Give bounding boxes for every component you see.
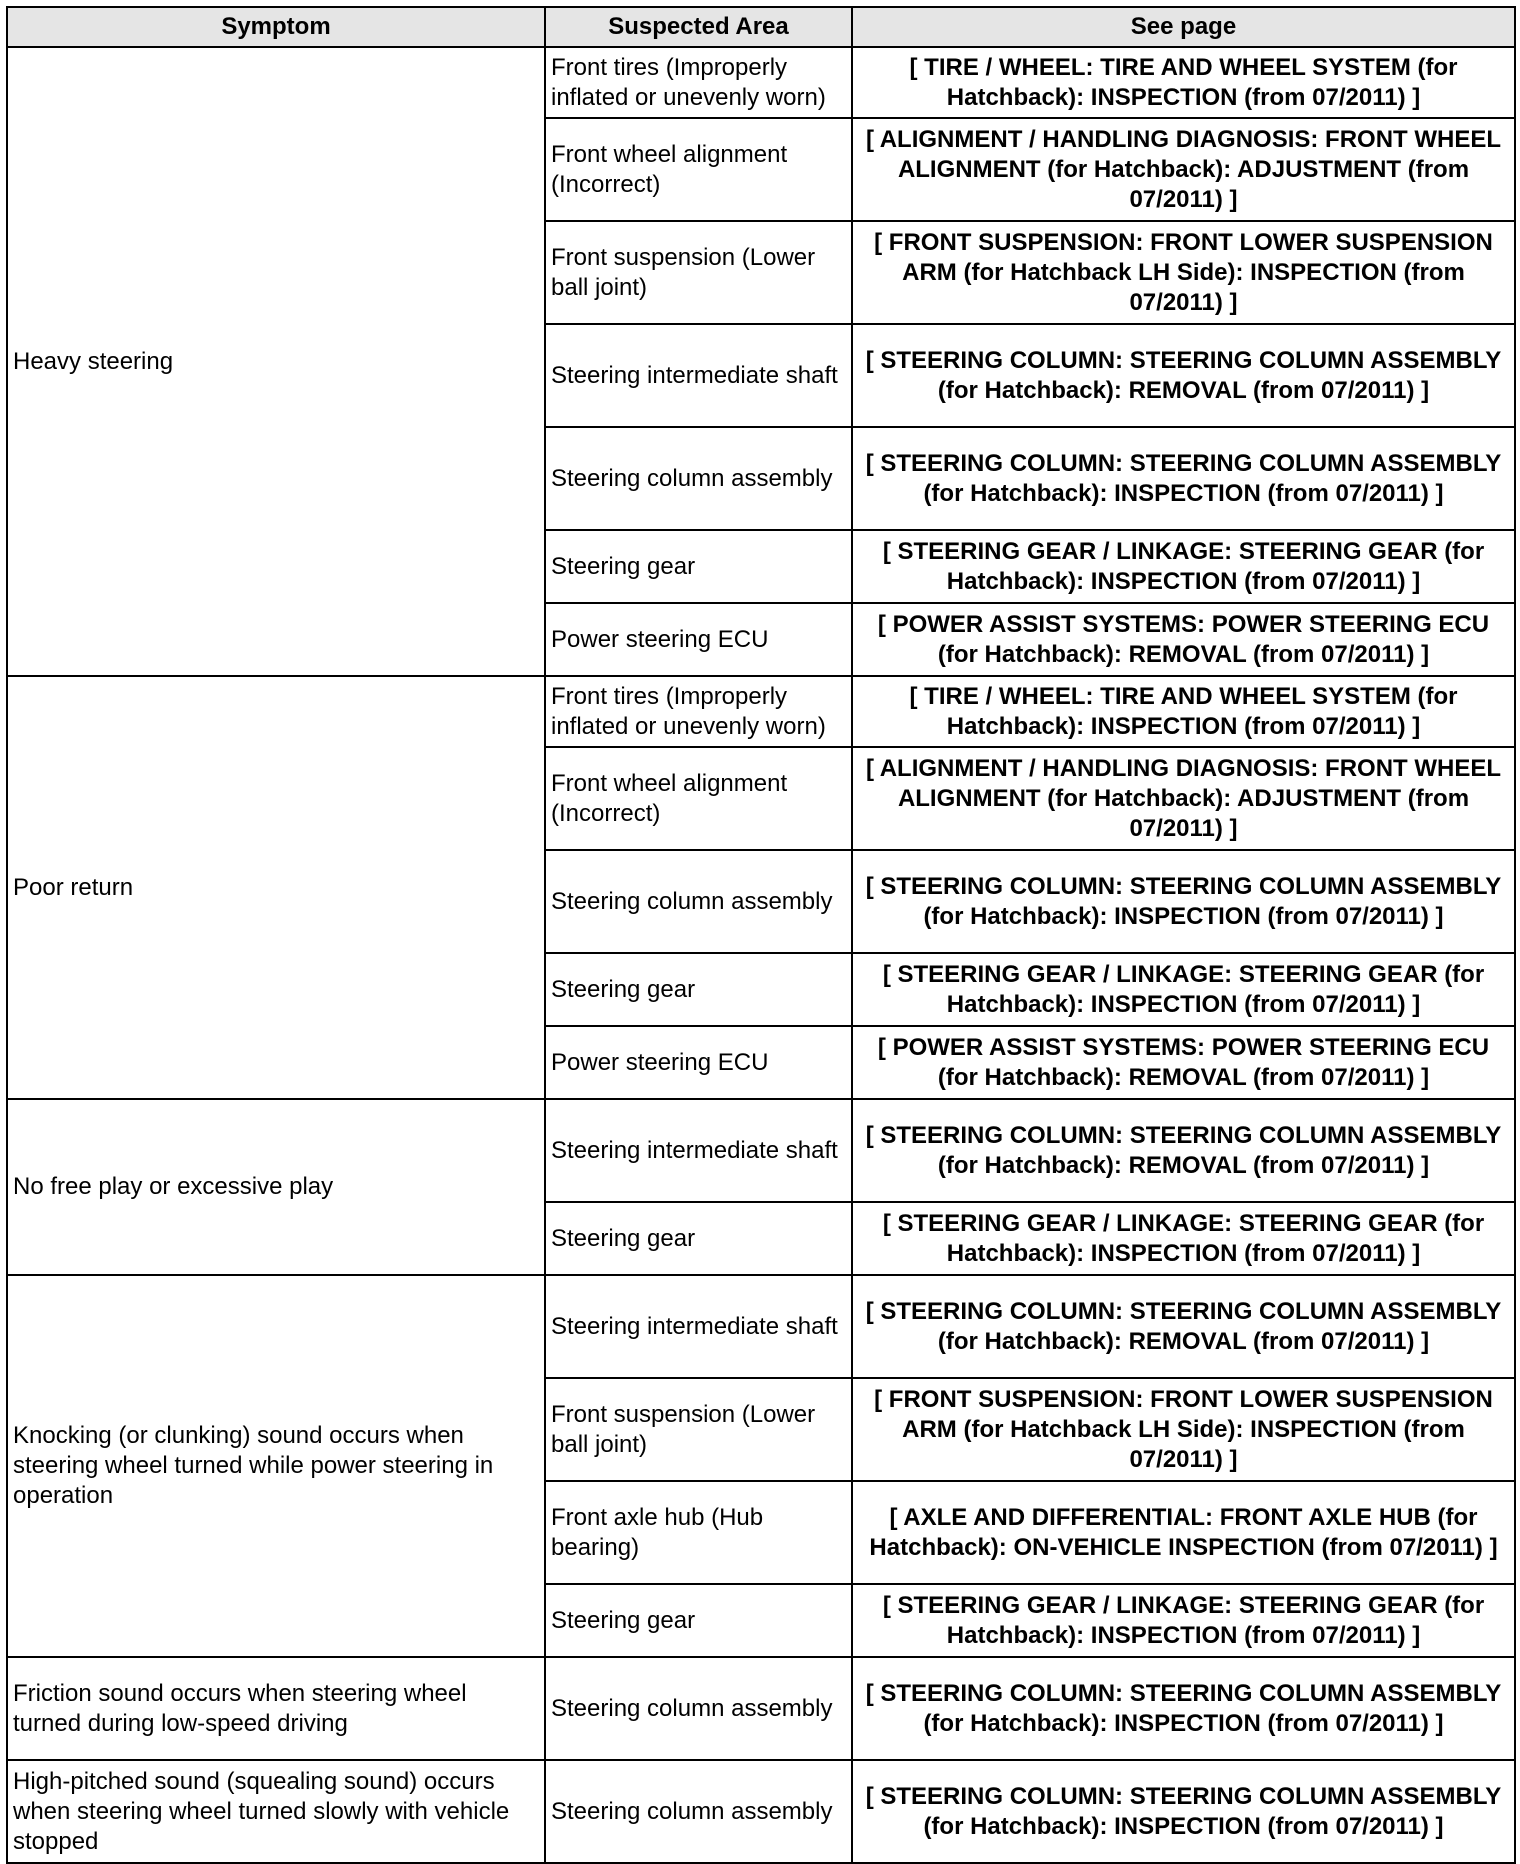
suspected-area-cell: Steering gear xyxy=(545,1584,852,1657)
suspected-area-cell: Front suspension (Lower ball joint) xyxy=(545,221,852,324)
suspected-area-cell: Front tires (Improperly inflated or unevenly worn) xyxy=(545,47,852,118)
see-page-link[interactable]: [ STEERING GEAR / LINKAGE: STEERING GEAR (for Hatchback): INSPECTION (from 07/2011) ] xyxy=(852,530,1515,603)
see-page-link[interactable]: [ STEERING COLUMN: STEERING COLUMN ASSEMBLY (for Hatchback): INSPECTION (from 07/2011) ] xyxy=(852,850,1515,953)
suspected-area-cell: Steering intermediate shaft xyxy=(545,1275,852,1378)
suspected-area-cell: Steering column assembly xyxy=(545,427,852,530)
symptom-cell: Heavy steering xyxy=(7,47,545,676)
table-row xyxy=(7,47,1515,118)
suspected-area-cell: Power steering ECU xyxy=(545,603,852,676)
symptom-cell: Poor return xyxy=(7,676,545,1099)
suspected-area-cell: Steering intermediate shaft xyxy=(545,324,852,427)
suspected-area-cell: Steering column assembly xyxy=(545,850,852,953)
suspected-area-cell: Steering intermediate shaft xyxy=(545,1099,852,1202)
table-row xyxy=(7,676,1515,747)
see-page-link[interactable]: [ STEERING GEAR / LINKAGE: STEERING GEAR (for Hatchback): INSPECTION (from 07/2011) ] xyxy=(852,1584,1515,1657)
suspected-area-cell: Front axle hub (Hub bearing) xyxy=(545,1481,852,1584)
suspected-area-cell: Front tires (Improperly inflated or unevenly worn) xyxy=(545,676,852,747)
table-header xyxy=(7,7,1515,47)
see-page-link[interactable]: [ TIRE / WHEEL: TIRE AND WHEEL SYSTEM (for Hatchback): INSPECTION (from 07/2011) ] xyxy=(852,676,1515,747)
see-page-link[interactable]: [ STEERING GEAR / LINKAGE: STEERING GEAR (for Hatchback): INSPECTION (from 07/2011) ] xyxy=(852,1202,1515,1275)
suspected-area-cell: Steering column assembly xyxy=(545,1657,852,1760)
table-row xyxy=(7,1760,1515,1863)
table-row xyxy=(7,1275,1515,1378)
see-page-link[interactable]: [ POWER ASSIST SYSTEMS: POWER STEERING ECU (for Hatchback): REMOVAL (from 07/2011) ] xyxy=(852,1026,1515,1099)
header-see-page: See page xyxy=(852,7,1515,47)
suspected-area-cell: Steering gear xyxy=(545,1202,852,1275)
see-page-link[interactable]: [ STEERING COLUMN: STEERING COLUMN ASSEMBLY (for Hatchback): INSPECTION (from 07/2011) ] xyxy=(852,1760,1515,1863)
see-page-link[interactable]: [ ALIGNMENT / HANDLING DIAGNOSIS: FRONT WHEEL ALIGNMENT (for Hatchback): ADJUSTMENT (from 07/2011) ] xyxy=(852,747,1515,850)
suspected-area-cell: Front wheel alignment (Incorrect) xyxy=(545,118,852,221)
suspected-area-cell: Steering gear xyxy=(545,530,852,603)
suspected-area-cell: Front wheel alignment (Incorrect) xyxy=(545,747,852,850)
suspected-area-cell: Front suspension (Lower ball joint) xyxy=(545,1378,852,1481)
troubleshooting-table xyxy=(6,6,1516,1864)
header-symptom: Symptom xyxy=(7,7,545,47)
see-page-link[interactable]: [ POWER ASSIST SYSTEMS: POWER STEERING ECU (for Hatchback): REMOVAL (from 07/2011) ] xyxy=(852,603,1515,676)
symptom-cell: Knocking (or clunking) sound occurs when steering wheel turned while power steering in operation xyxy=(7,1275,545,1657)
symptom-cell: No free play or excessive play xyxy=(7,1099,545,1275)
see-page-link[interactable]: [ FRONT SUSPENSION: FRONT LOWER SUSPENSION ARM (for Hatchback LH Side): INSPECTION (from 07/2011) ] xyxy=(852,221,1515,324)
suspected-area-cell: Power steering ECU xyxy=(545,1026,852,1099)
table-body xyxy=(7,47,1515,1863)
symptom-cell: Friction sound occurs when steering wheel turned during low-speed driving xyxy=(7,1657,545,1760)
see-page-link[interactable]: [ FRONT SUSPENSION: FRONT LOWER SUSPENSION ARM (for Hatchback LH Side): INSPECTION (from 07/2011) ] xyxy=(852,1378,1515,1481)
table-row xyxy=(7,1657,1515,1760)
see-page-link[interactable]: [ STEERING COLUMN: STEERING COLUMN ASSEMBLY (for Hatchback): REMOVAL (from 07/2011) ] xyxy=(852,1099,1515,1202)
header-row xyxy=(7,7,1515,47)
symptom-cell: High-pitched sound (squealing sound) occurs when steering wheel turned slowly with vehicle stopped xyxy=(7,1760,545,1863)
see-page-link[interactable]: [ ALIGNMENT / HANDLING DIAGNOSIS: FRONT WHEEL ALIGNMENT (for Hatchback): ADJUSTMENT (from 07/2011) ] xyxy=(852,118,1515,221)
see-page-link[interactable]: [ STEERING COLUMN: STEERING COLUMN ASSEMBLY (for Hatchback): REMOVAL (from 07/2011) ] xyxy=(852,324,1515,427)
table-row xyxy=(7,1099,1515,1202)
suspected-area-cell: Steering gear xyxy=(545,953,852,1026)
see-page-link[interactable]: [ STEERING COLUMN: STEERING COLUMN ASSEMBLY (for Hatchback): REMOVAL (from 07/2011) ] xyxy=(852,1275,1515,1378)
see-page-link[interactable]: [ STEERING COLUMN: STEERING COLUMN ASSEMBLY (for Hatchback): INSPECTION (from 07/2011) ] xyxy=(852,427,1515,530)
see-page-link[interactable]: [ STEERING GEAR / LINKAGE: STEERING GEAR (for Hatchback): INSPECTION (from 07/2011) ] xyxy=(852,953,1515,1026)
see-page-link[interactable]: [ STEERING COLUMN: STEERING COLUMN ASSEMBLY (for Hatchback): INSPECTION (from 07/2011) ] xyxy=(852,1657,1515,1760)
see-page-link[interactable]: [ AXLE AND DIFFERENTIAL: FRONT AXLE HUB (for Hatchback): ON-VEHICLE INSPECTION (from 07/2011) ] xyxy=(852,1481,1515,1584)
header-suspected-area: Suspected Area xyxy=(545,7,852,47)
see-page-link[interactable]: [ TIRE / WHEEL: TIRE AND WHEEL SYSTEM (for Hatchback): INSPECTION (from 07/2011) ] xyxy=(852,47,1515,118)
suspected-area-cell: Steering column assembly xyxy=(545,1760,852,1863)
